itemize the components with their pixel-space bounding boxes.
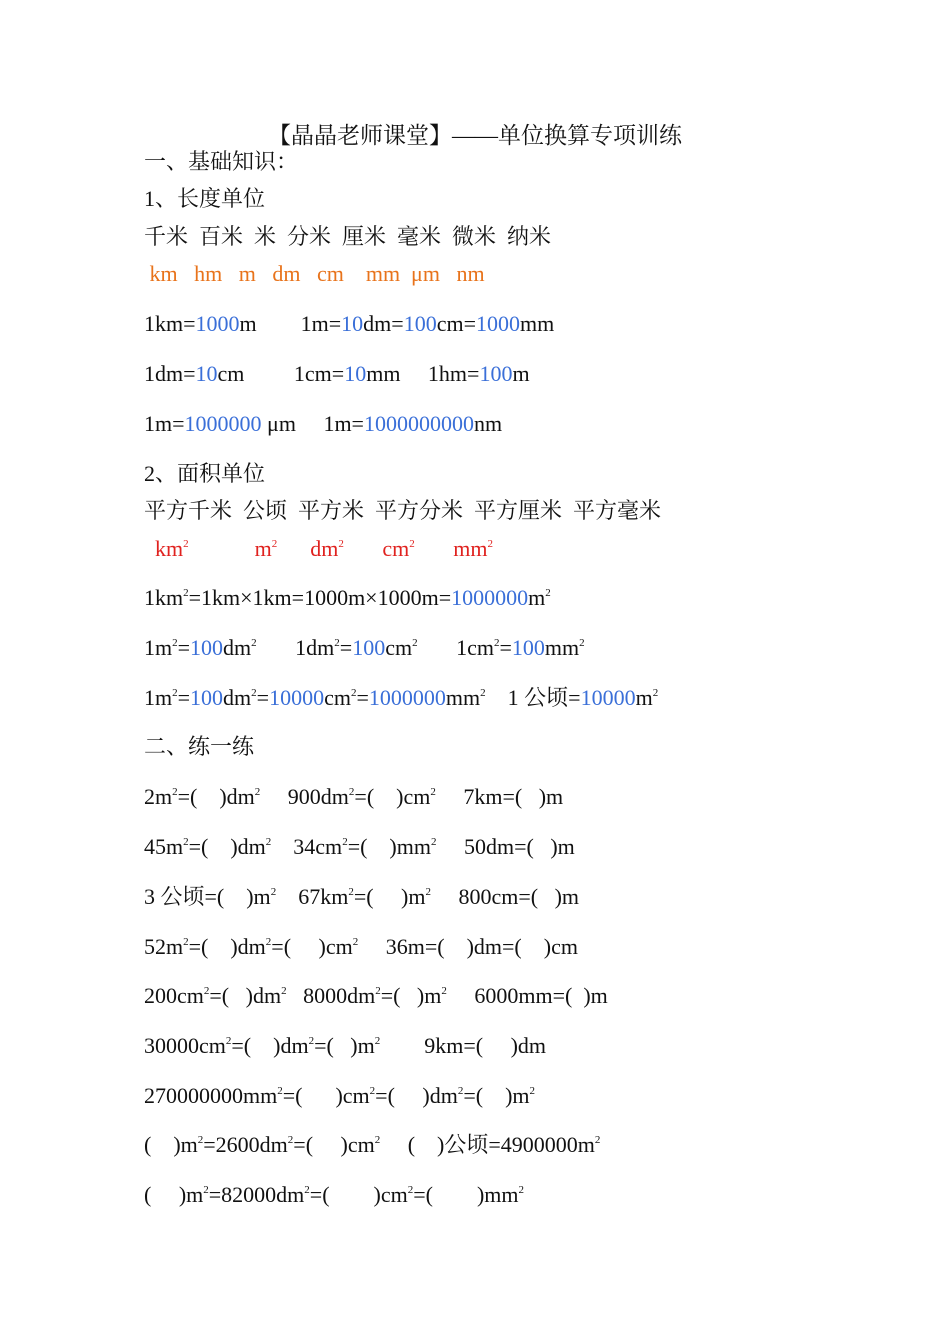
row-text: 36m=( )dm=( )cm <box>358 934 578 959</box>
squared-exponent: 2 <box>441 985 447 997</box>
length-conversion-row <box>144 360 530 388</box>
squared-exponent: 2 <box>430 786 436 798</box>
row-text: 1m= <box>144 411 185 436</box>
row-text: =( )dm <box>188 834 266 859</box>
practice-row <box>144 1032 546 1060</box>
row-text: ( )m <box>144 1182 204 1207</box>
row-text: 1m <box>144 635 173 660</box>
row-text: ( )公顷=4900000m <box>380 1132 595 1157</box>
length-unit-symbols: km hm m dm cm mm μm nm <box>144 261 485 286</box>
row-text: m <box>512 361 530 386</box>
row-text: 7km=( )m <box>435 784 564 809</box>
answer-value: 10 <box>341 311 364 336</box>
row-text: =( )dm <box>177 784 255 809</box>
squared-exponent: 2 <box>545 587 551 599</box>
squared-exponent: 2 <box>374 1035 381 1047</box>
row-text: mm 1hm= <box>366 361 480 386</box>
answer-value: 100 <box>190 635 224 660</box>
squared-exponent: 2 <box>342 836 348 848</box>
length-unit-names: 千米 百米 米 分米 厘米 毫米 微米 纳米 <box>144 224 552 249</box>
practice-row <box>144 833 575 861</box>
area-unit-symbols <box>144 535 493 563</box>
squared-exponent: 2 <box>369 1085 376 1097</box>
practice-row <box>144 883 579 911</box>
squared-exponent: 2 <box>334 637 340 649</box>
answer-value: 100 <box>511 635 545 660</box>
area-unit-names: 平方千米 公顷 平方米 平方分米 平方厘米 平方毫米 <box>144 498 662 523</box>
row-text: 3 公顷=( )m <box>144 884 271 909</box>
length-units-heading: 1、长度单位 <box>144 186 266 211</box>
answer-value: 1000000 <box>184 411 262 436</box>
row-text: 45m <box>144 834 184 859</box>
row-text: m <box>635 685 653 710</box>
row-text: 200cm <box>144 983 204 1008</box>
squared-exponent: 2 <box>374 1134 381 1146</box>
row-text: nm <box>473 411 503 436</box>
row-text: 6000mm=( )m <box>446 983 608 1008</box>
row-text: 270000000mm <box>144 1083 278 1108</box>
row-text: 8000dm <box>286 983 376 1008</box>
row-text: =( )mm <box>347 834 431 859</box>
section-basic-knowledge-heading: 一、基础知识： <box>144 149 299 174</box>
practice-row <box>144 982 608 1010</box>
document-title: 【晶晶老师课堂】——单位换算专项训练 <box>268 123 682 148</box>
row-text: = <box>499 635 512 660</box>
squared-exponent: 2 <box>277 1085 283 1097</box>
answer-value: 1000000 <box>451 585 529 610</box>
squared-exponent: 2 <box>594 1134 601 1146</box>
row-text: 900dm <box>260 784 349 809</box>
practice-row <box>144 1131 600 1159</box>
squared-exponent: 2 <box>348 886 354 898</box>
row-text: =( )dm <box>209 983 282 1008</box>
squared-exponent: 2 <box>271 538 278 550</box>
row-text: 1 公顷= <box>485 685 581 710</box>
answer-value: 100 <box>352 635 386 660</box>
row-text: 1km= <box>144 311 196 336</box>
squared-exponent: 2 <box>183 538 189 550</box>
row-text: m 1m= <box>239 311 342 336</box>
row-text: 2m <box>144 784 173 809</box>
row-text: mm <box>544 635 580 660</box>
row-text: = <box>256 685 270 710</box>
section-practice-heading: 二、练一练 <box>144 734 255 759</box>
row-text: km <box>144 536 184 561</box>
answer-value: 10 <box>195 361 218 386</box>
squared-exponent: 2 <box>197 1134 204 1146</box>
squared-exponent: 2 <box>203 1184 209 1196</box>
row-text: 67km <box>276 884 349 909</box>
answer-value: 1000000 <box>368 685 446 710</box>
squared-exponent: 2 <box>172 637 178 649</box>
squared-exponent: 2 <box>375 985 381 997</box>
squared-exponent: 2 <box>281 985 287 997</box>
row-text: =( )cm <box>293 1132 375 1157</box>
squared-exponent: 2 <box>529 1085 536 1097</box>
area-conversion-row <box>144 634 585 662</box>
answer-value: 100 <box>479 361 513 386</box>
row-text: =( )cm <box>282 1083 370 1108</box>
area-conversion-row <box>144 684 658 712</box>
squared-exponent: 2 <box>183 587 189 599</box>
squared-exponent: 2 <box>308 1035 315 1047</box>
row-text: 1m <box>144 685 173 710</box>
row-text: =( )m <box>314 1033 375 1058</box>
length-conversion-row <box>144 310 554 338</box>
row-text: 34cm <box>271 834 343 859</box>
row-text: =( )cm <box>354 784 431 809</box>
row-text: dm <box>223 685 252 710</box>
row-text: dm= <box>363 311 404 336</box>
row-text: =( )mm <box>413 1182 519 1207</box>
row-text: 1dm= <box>144 361 196 386</box>
row-text: = <box>339 635 353 660</box>
area-conversion-row <box>144 584 551 612</box>
squared-exponent: 2 <box>430 836 437 848</box>
row-text: = <box>177 635 191 660</box>
row-text: =1km×1km=1000m×1000m= <box>188 585 452 610</box>
row-text: = <box>356 685 369 710</box>
row-text: 50dm=( )m <box>436 834 575 859</box>
row-text: 52m <box>144 934 184 959</box>
squared-exponent: 2 <box>338 538 344 550</box>
row-text: μm 1m= <box>261 411 364 436</box>
row-text: m <box>528 585 546 610</box>
squared-exponent: 2 <box>225 1035 232 1047</box>
row-text: cm 1cm= <box>217 361 345 386</box>
squared-exponent: 2 <box>350 687 357 699</box>
row-text: = <box>177 685 191 710</box>
practice-row <box>144 1181 524 1209</box>
row-text: mm <box>414 536 488 561</box>
row-text: =( )dm <box>375 1083 458 1108</box>
row-text: =2600dm <box>203 1132 288 1157</box>
practice-row <box>144 933 578 961</box>
row-text: =( )m <box>353 884 426 909</box>
answer-value: 1000 <box>476 311 520 336</box>
squared-exponent: 2 <box>407 1184 414 1196</box>
squared-exponent: 2 <box>579 637 585 649</box>
squared-exponent: 2 <box>409 538 415 550</box>
squared-exponent: 2 <box>183 836 189 848</box>
squared-exponent: 2 <box>254 786 261 798</box>
squared-exponent: 2 <box>251 687 257 699</box>
row-text: =( )cm <box>309 1182 408 1207</box>
squared-exponent: 2 <box>487 538 493 550</box>
row-text: ( )m <box>144 1132 198 1157</box>
answer-value: 1000000000 <box>363 411 474 436</box>
squared-exponent: 2 <box>304 1184 310 1196</box>
squared-exponent: 2 <box>348 786 355 798</box>
practice-row <box>144 783 563 811</box>
answer-value: 10000 <box>269 685 325 710</box>
squared-exponent: 2 <box>494 637 500 649</box>
squared-exponent: 2 <box>251 637 257 649</box>
row-text: m <box>188 536 272 561</box>
squared-exponent: 2 <box>172 687 178 699</box>
answer-value: 10 <box>344 361 367 386</box>
row-text: =( )m <box>463 1083 530 1108</box>
answer-value: 10000 <box>580 685 636 710</box>
answer-value: 100 <box>403 311 437 336</box>
row-text: cm <box>343 536 410 561</box>
answer-value: 1000 <box>195 311 240 336</box>
row-text: 800cm=( )m <box>430 884 580 909</box>
squared-exponent: 2 <box>352 936 359 948</box>
squared-exponent: 2 <box>270 886 277 898</box>
squared-exponent: 2 <box>203 985 210 997</box>
squared-exponent: 2 <box>480 687 486 699</box>
squared-exponent: 2 <box>425 886 431 898</box>
row-text: =82000dm <box>208 1182 305 1207</box>
row-text: 1cm <box>417 635 494 660</box>
practice-row <box>144 1082 535 1110</box>
row-text: =( )dm <box>231 1033 309 1058</box>
row-text: cm= <box>436 311 476 336</box>
row-text: dm <box>223 635 252 660</box>
squared-exponent: 2 <box>265 836 272 848</box>
squared-exponent: 2 <box>287 1134 294 1146</box>
answer-value: 100 <box>190 685 224 710</box>
area-units-heading: 2、面积单位 <box>144 461 266 486</box>
row-text: 1dm <box>256 635 335 660</box>
row-text: dm <box>277 536 339 561</box>
row-text: =( )cm <box>271 934 353 959</box>
squared-exponent: 2 <box>172 786 178 798</box>
row-text: 9km=( )dm <box>380 1033 547 1058</box>
squared-exponent: 2 <box>183 936 189 948</box>
squared-exponent: 2 <box>412 637 418 649</box>
row-text: cm <box>385 635 413 660</box>
row-text: =( )dm <box>188 934 266 959</box>
row-text: 1km <box>144 585 184 610</box>
row-text: mm <box>445 685 481 710</box>
length-conversion-row <box>144 410 502 438</box>
row-text: mm <box>520 311 555 336</box>
row-text: cm <box>324 685 351 710</box>
row-text: 30000cm <box>144 1033 226 1058</box>
squared-exponent: 2 <box>518 1184 525 1196</box>
row-text: =( )m <box>380 983 442 1008</box>
squared-exponent: 2 <box>265 936 272 948</box>
squared-exponent: 2 <box>652 687 659 699</box>
squared-exponent: 2 <box>457 1085 464 1097</box>
